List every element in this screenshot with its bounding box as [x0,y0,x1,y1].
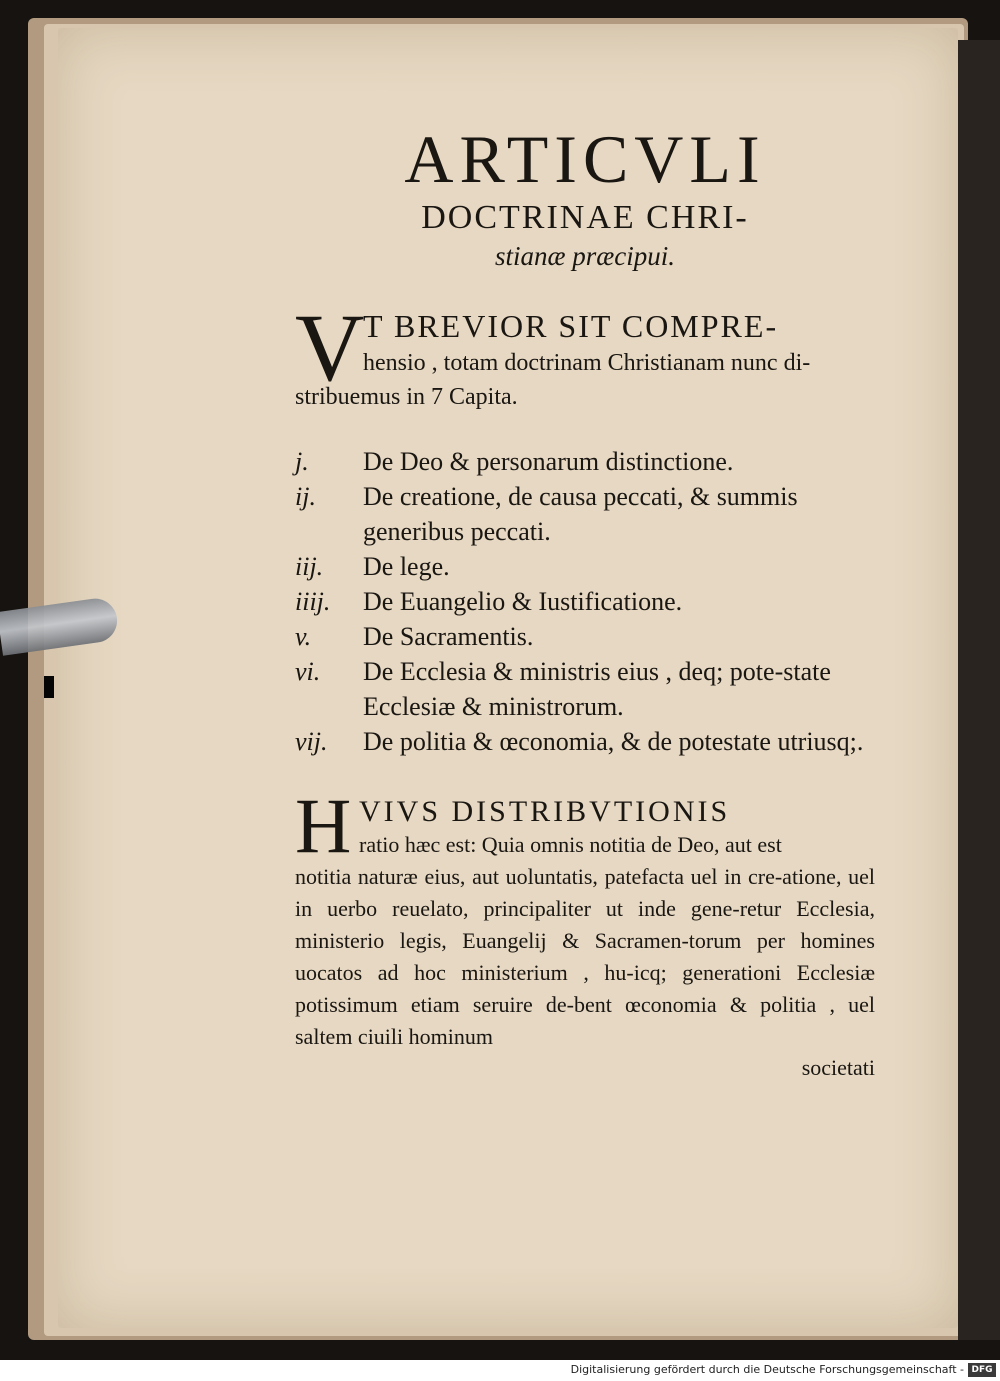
list-item [295,549,875,584]
body-dropcap: H [295,782,352,870]
body-text: notitia naturæ eius, aut uoluntatis, patefacta uel in cre-atione, uel in uerbo reuelato, principaliter ut inde gene-retur Ecclesia, ministerio legis, Euangelij & Sacramen-torum per homines uocatos ad hoc ministerium , hu-icq; generationi Ecclesiæ potissimum etiam seruire de-bent œconomia & politia , uel saltem ciuili hominum [295,864,875,1050]
facing-page-edge [958,40,1000,1340]
list-item [295,619,875,654]
footer-bar [0,1360,1000,1381]
chapter-title: De lege. [363,552,450,582]
chapter-title: De Deo & personarum distinctione. [363,447,734,477]
list-item [295,654,875,724]
intro-dropcap: V [295,294,365,402]
list-item [295,479,875,549]
chapter-number: v. [295,622,312,652]
chapter-number: iiij. [295,587,331,617]
title-line-3: stianæ præcipui. [494,241,676,272]
chapter-title: De creatione, de causa peccati, & summis generibus peccati. [363,482,798,547]
intro-line-2: hensio , totam doctrinam Christianam nunc di- [363,350,811,377]
chapter-number: j. [295,447,309,477]
body-line-1: VIVS DISTRIBVTIONIS [359,795,731,829]
chapter-title: De Sacramentis. [363,622,534,652]
chapter-title: De Euangelio & Iustificatione. [363,587,683,617]
list-item [295,724,875,759]
page-content [295,121,875,1083]
chapter-list [295,444,875,759]
chapter-title: De Ecclesia & ministris eius , deq; pote-state Ecclesiæ & ministrorum. [363,657,831,722]
body-paragraph [295,782,875,1083]
list-item [295,584,875,619]
title-line-2: DOCTRINAE CHRI- [421,199,749,236]
funding-credit: Digitalisierung gefördert durch die Deutsche Forschungsgemeinschaft - [570,1363,964,1376]
intro-paragraph [295,294,875,414]
dfg-logo: DFG [968,1363,996,1377]
catchword: societati [801,1055,875,1081]
intro-line-1: T BREVIOR SIT COMPRE- [363,308,779,345]
body-line-2: ratio hæc est: Quia omnis notitia de Deo, aut est [359,832,782,858]
chapter-number: iij. [295,552,324,582]
chapter-title: De politia & œconomia, & de potestate utriusq;. [363,727,864,757]
chapter-number: ij. [295,482,316,512]
chapter-number: vij. [295,727,328,757]
chapter-number: vi. [295,657,321,687]
title-line-1: ARTICVLI [404,121,766,197]
list-item [295,444,875,479]
page-marker [44,676,54,698]
intro-line-3: stribuemus in 7 Capita. [295,384,518,411]
